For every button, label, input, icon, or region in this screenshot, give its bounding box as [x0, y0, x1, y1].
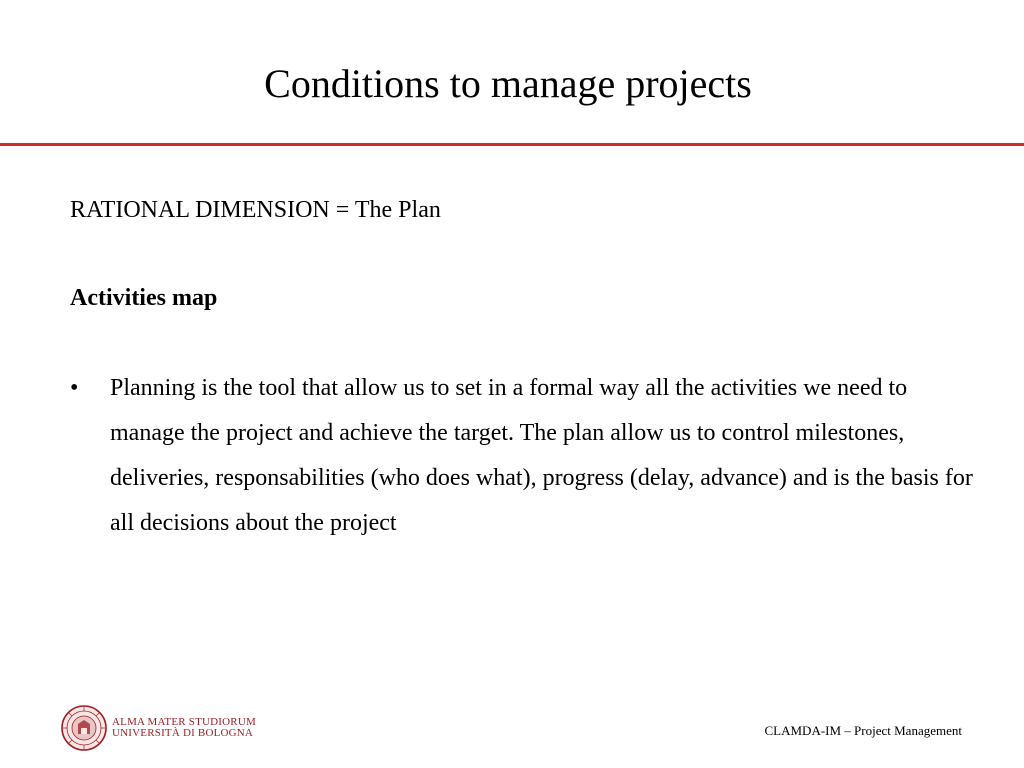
title-divider [0, 143, 1024, 146]
logo-wordmark [112, 717, 256, 739]
logo-line-1: ALMA MATER STUDIORUM [112, 716, 256, 728]
bullet-item [70, 366, 980, 546]
footer-caption: CLAMDA-IM – Project Management [764, 723, 962, 738]
university-seal-icon [60, 704, 108, 752]
logo-line-2: UNIVERSITÀ DI BOLOGNA [112, 727, 254, 739]
section-heading: Activities map [70, 285, 218, 311]
university-logo [60, 704, 256, 752]
slide-title: Conditions to manage projects [264, 61, 752, 106]
bullet-icon: • [70, 375, 79, 401]
slide-subtitle: RATIONAL DIMENSION = The Plan [70, 197, 441, 223]
bullet-list [70, 366, 980, 546]
bullet-text: Planning is the tool that allow us to set in a formal way all the activities we need to manage the project and achieve the target. The plan allow us to control milestones, deliveries, responsabilities (who does what), progress (delay, advance) and is the basis for all decisions about the project [110, 375, 973, 536]
